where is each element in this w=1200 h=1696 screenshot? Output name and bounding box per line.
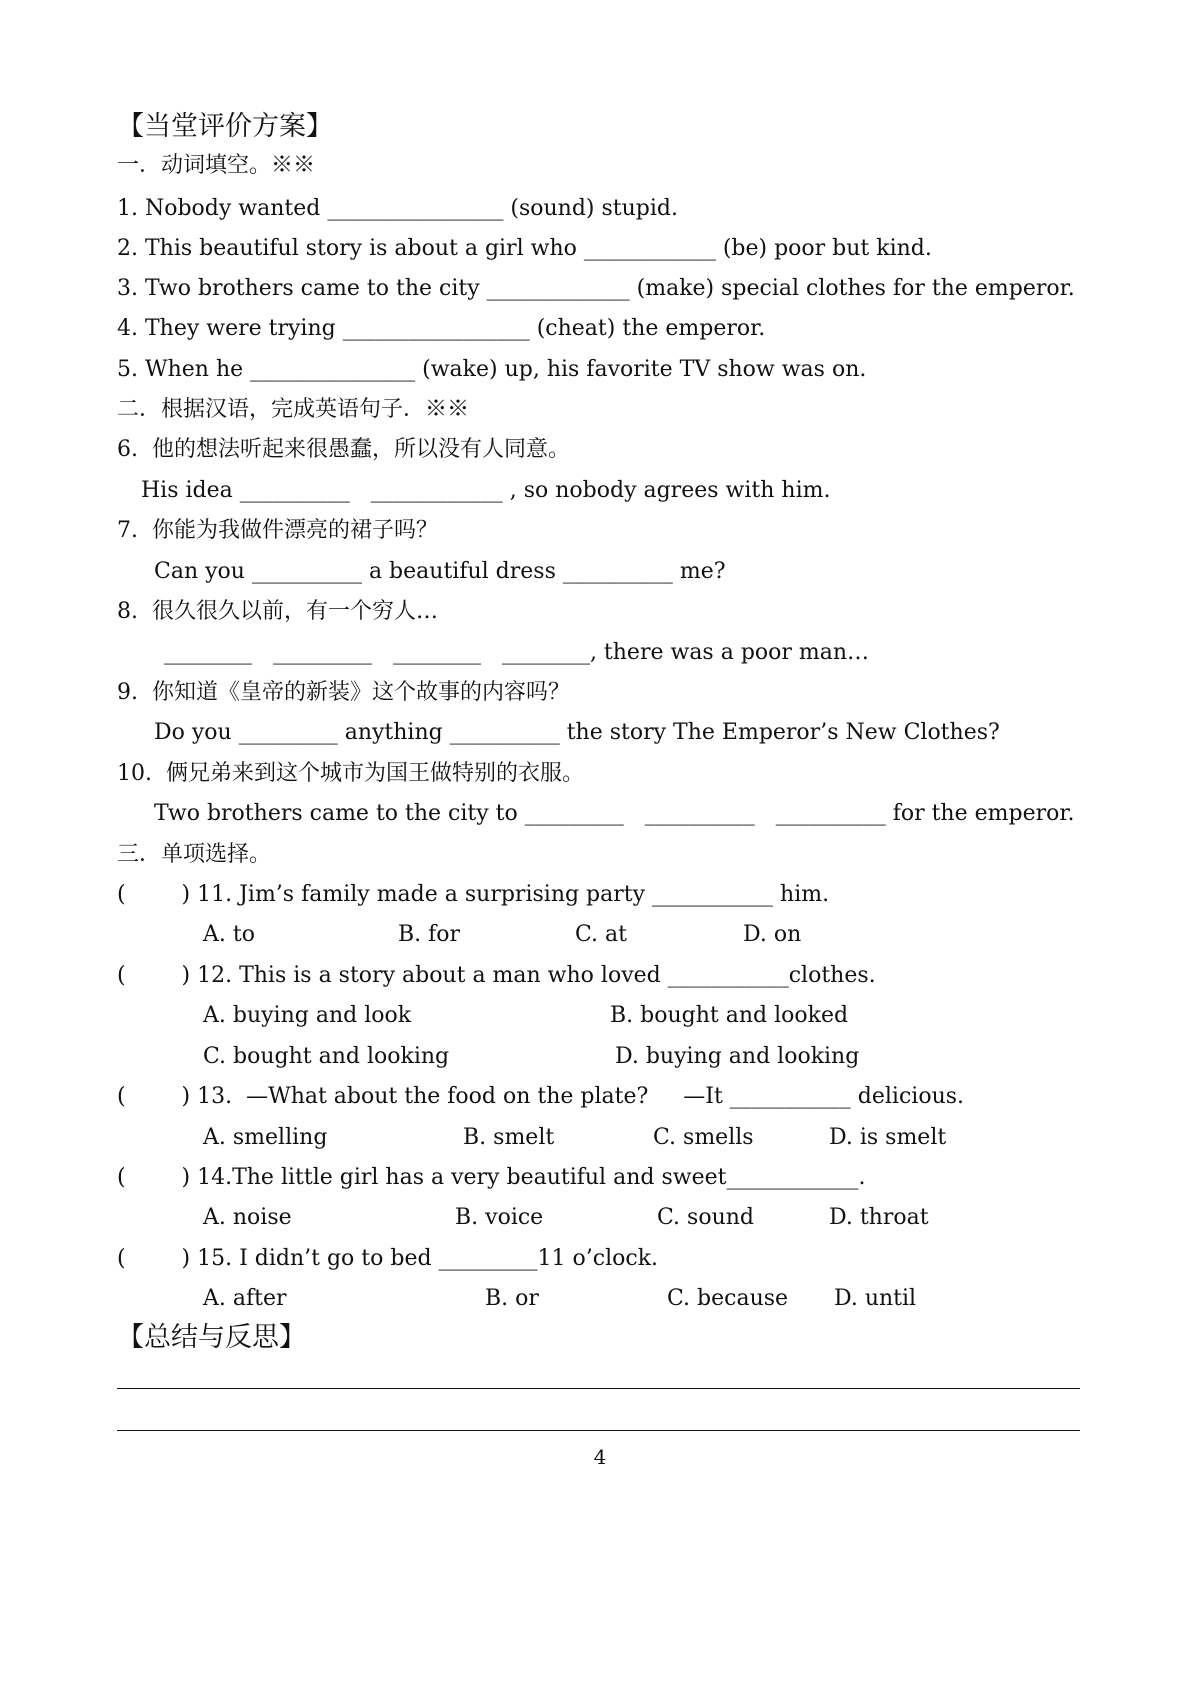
question-12-option-d: D. buying and looking xyxy=(615,1044,860,1069)
question-9-prompt: 9. 你知道《皇帝的新装》这个故事的内容吗？ xyxy=(117,680,570,705)
question-11-option-d: D. on xyxy=(743,922,802,947)
question-15-option-c: C. because xyxy=(667,1286,789,1311)
part-one-heading: 一．动词填空。※※ xyxy=(117,153,316,178)
question-13-option-a: A. smelling xyxy=(203,1125,328,1150)
question-7-prompt: 7. 你能为我做件漂亮的裙子吗？ xyxy=(117,518,438,543)
question-14-option-a: A. noise xyxy=(203,1205,292,1230)
question-14-option-c: C. sound xyxy=(657,1205,754,1230)
part-three-heading: 三．单项选择。 xyxy=(117,842,272,867)
question-15-option-b: B. or xyxy=(485,1286,539,1311)
page-number: 4 xyxy=(593,1445,607,1469)
question-13-option-d: D. is smelt xyxy=(829,1125,947,1150)
question-3: 3. Two brothers came to the city _____________ (make) special clothes for the emperor. xyxy=(117,276,1075,301)
question-12-option-a: A. buying and look xyxy=(203,1003,412,1028)
question-14-option-b: B. voice xyxy=(455,1205,544,1230)
question-11-option-a: A. to xyxy=(203,922,255,947)
summary-title: 【总结与反思】 xyxy=(117,1322,306,1353)
question-6-answer: His idea __________ ____________ , so nobody agrees with him. xyxy=(141,478,831,503)
section-title: 【当堂评价方案】 xyxy=(117,111,333,142)
question-15: ( ) 15. I didn’t go to bed _________11 o’clock. xyxy=(117,1246,659,1271)
question-4: 4. They were trying _________________ (cheat) the emperor. xyxy=(117,316,766,341)
question-11: ( ) 11. Jim’s family made a surprising party ___________ him. xyxy=(117,882,830,907)
question-14: ( ) 14.The little girl has a very beautiful and sweet____________. xyxy=(117,1165,866,1190)
question-11-option-b: B. for xyxy=(398,922,461,947)
question-13-option-b: B. smelt xyxy=(463,1125,555,1150)
question-9-answer: Do you _________ anything __________ the story The Emperor’s New Clothes? xyxy=(154,720,1000,745)
question-10-answer: Two brothers came to the city to _________ __________ __________ for the emperor. xyxy=(154,801,1075,826)
question-10-prompt: 10. 俩兄弟来到这个城市为国王做特别的衣服。 xyxy=(117,761,584,786)
question-13: ( ) 13. —What about the food on the plate? —It ___________ delicious. xyxy=(117,1084,965,1109)
question-12-option-c: C. bought and looking xyxy=(203,1044,450,1069)
question-12-option-b: B. bought and looked xyxy=(610,1003,849,1028)
question-2: 2. This beautiful story is about a girl who ____________ (be) poor but kind. xyxy=(117,236,932,261)
reflection-line-1 xyxy=(117,1388,1080,1389)
question-8-answer: ________ _________ ________ ________, there was a poor man… xyxy=(164,640,870,665)
question-15-option-a: A. after xyxy=(203,1286,287,1311)
reflection-line-2 xyxy=(117,1430,1080,1431)
question-15-option-d: D. until xyxy=(834,1286,917,1311)
question-8-prompt: 8. 很久很久以前，有一个穷人… xyxy=(117,599,438,624)
question-6-prompt: 6. 他的想法听起来很愚蠢，所以没有人同意。 xyxy=(117,437,570,462)
question-1: 1. Nobody wanted ________________ (sound) stupid. xyxy=(117,196,678,221)
part-two-heading: 二．根据汉语，完成英语句子．※※ xyxy=(117,397,470,422)
question-5: 5. When he _______________ (wake) up, his favorite TV show was on. xyxy=(117,357,867,382)
question-11-option-c: C. at xyxy=(575,922,627,947)
question-14-option-d: D. throat xyxy=(829,1205,929,1230)
question-7-answer: Can you __________ a beautiful dress __________ me? xyxy=(154,559,726,584)
question-12: ( ) 12. This is a story about a man who loved ___________clothes. xyxy=(117,963,876,988)
question-13-option-c: C. smells xyxy=(653,1125,754,1150)
